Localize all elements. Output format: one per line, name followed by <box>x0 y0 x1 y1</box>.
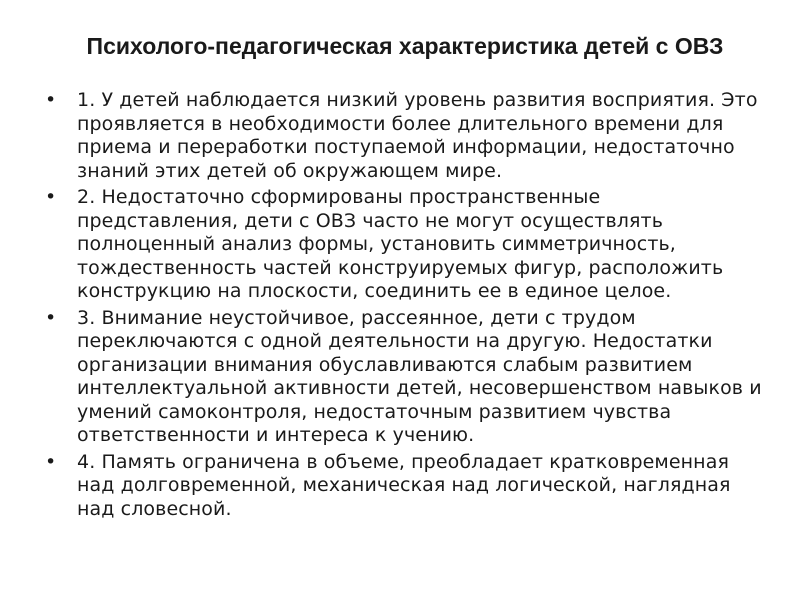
bullet-dot-icon: • <box>45 306 57 329</box>
bullet-text: 1. У детей наблюдается низкий уровень развития восприятия. Это проявляется в необходимости более длительного времени для приема и переработки поступаемой информации, недостаточно знаний этих детей об окружающем мире. <box>77 89 758 182</box>
bullet-text: 3. Внимание неустойчивое, рассеянное, дети с трудом переключаются с одной деятельности на другую. Недостатки организации внимания обуславливаются слабым развитием интеллектуальной активности детей, несовершенством навыков и умений самоконтроля, недостаточным развитием чувства ответственности и интереса к учению. <box>77 306 762 446</box>
bullet-item <box>45 186 765 304</box>
bullet-text: 2. Недостаточно сформированы пространственные представления, дети с ОВЗ часто не могут осуществлять полноценный анализ формы, установить симметричность, тождественность частей конструируемых фигур, расположить конструкцию на плоскости, соединить ее в единое целое. <box>77 186 724 302</box>
slide-title: Психолого-педагогическая характеристика детей с ОВЗ <box>86 33 724 59</box>
bullet-list <box>45 89 765 524</box>
bullet-dot-icon: • <box>45 450 57 473</box>
bullet-dot-icon: • <box>45 186 57 208</box>
bullet-item <box>45 89 765 183</box>
bullet-dot-icon: • <box>45 89 57 111</box>
bullet-text: 4. Память ограничена в объеме, преобладает кратковременная над долговременной, механическая над логической, наглядная над словесной. <box>77 450 731 520</box>
bullet-item <box>45 307 765 448</box>
bullet-item <box>45 451 765 522</box>
